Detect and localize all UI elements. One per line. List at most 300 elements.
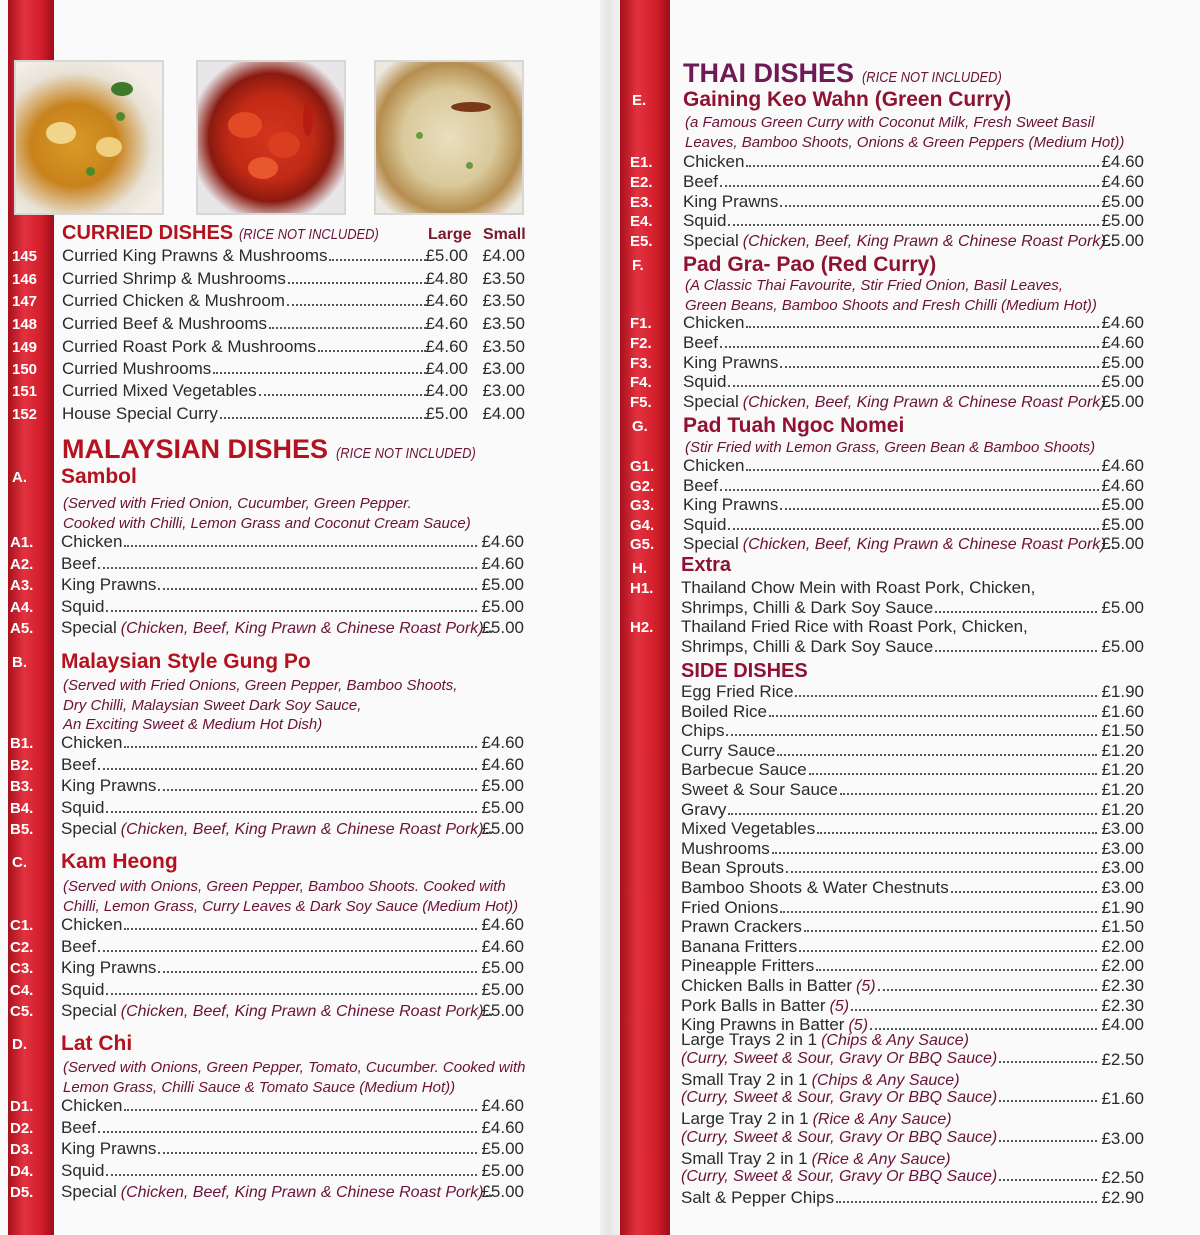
dot-leader — [780, 508, 1099, 510]
item-price: £1.20 — [1101, 740, 1144, 760]
item-name-line — [61, 776, 479, 796]
item-price: £3.00 — [1101, 819, 1144, 839]
menu-item-row — [0, 980, 600, 1002]
item-name-line — [61, 1118, 479, 1138]
item-price: £5.00 — [481, 797, 524, 817]
item-name: Chicken — [683, 456, 745, 475]
item-code: E5. — [630, 233, 653, 251]
item-name: Special — [683, 231, 739, 251]
item-name-line — [62, 269, 428, 289]
item-price: £1.20 — [1101, 760, 1144, 780]
item-number: 151 — [12, 383, 38, 400]
item-name-line — [62, 404, 428, 424]
item-price: £5.00 — [481, 575, 524, 594]
item-code: F5. — [630, 394, 652, 412]
menu-item-row — [0, 554, 600, 576]
item-price: £4.60 — [1101, 456, 1144, 475]
group-title: Gaining Keo Wahn (Green Curry) — [683, 88, 1012, 111]
item-name: Squid — [61, 979, 105, 999]
group-description: Dry Chilli, Malaysian Sweet Dark Soy Sauce, — [63, 696, 362, 714]
dot-leader — [816, 969, 1097, 971]
group-title: Kam Heong — [61, 850, 178, 873]
tray-name-line — [681, 1030, 969, 1050]
item-price-small: £4.00 — [482, 246, 525, 265]
item-name-line — [681, 858, 1099, 878]
dot-leader — [795, 695, 1097, 697]
item-name-line — [683, 353, 1101, 373]
item-name: King Prawns — [61, 776, 157, 795]
dot-leader — [817, 832, 1097, 834]
item-price-small: £3.50 — [482, 269, 525, 288]
item-name-line — [61, 1139, 479, 1159]
menu-item-row — [0, 1118, 600, 1140]
menu-item-row — [0, 246, 600, 268]
item-name: Beef — [61, 1117, 96, 1137]
item-detail: (Curry, Sweet & Sour, Gravy Or BBQ Sauce) — [681, 1089, 998, 1107]
item-name: Beef — [683, 171, 718, 191]
group-description: Chilli, Lemon Grass, Curry Leaves & Dark Soy Sauce (Medium Hot)) — [63, 897, 519, 915]
item-name-line — [683, 392, 1106, 412]
item-name: King Prawns — [61, 575, 157, 594]
item-price: £2.30 — [1101, 976, 1144, 995]
item-number: 149 — [12, 339, 38, 356]
menu-item-row — [0, 733, 600, 755]
menu-item-row — [0, 1001, 600, 1023]
item-name-line — [683, 495, 1101, 515]
dot-leader — [329, 259, 426, 261]
item-price: £5.00 — [1101, 372, 1144, 392]
item-code: F3. — [630, 354, 652, 372]
item-code: F4. — [630, 374, 652, 392]
item-name-line — [681, 976, 1099, 996]
item-name: Shrimps, Chilli & Dark Soy Sauce — [681, 637, 934, 656]
menu-item-row — [620, 211, 1200, 233]
menu-item-row — [0, 618, 600, 640]
item-code: E4. — [630, 213, 653, 231]
dot-leader — [720, 489, 1099, 491]
item-name-line — [681, 898, 1099, 918]
item-name-line — [681, 702, 1099, 722]
item-name: Beef — [683, 475, 718, 495]
item-price: £4.80 — [425, 269, 468, 288]
item-price-small: £3.00 — [482, 381, 525, 400]
item-name-line — [681, 741, 1099, 761]
dot-leader — [804, 930, 1097, 932]
item-name: Squid — [683, 514, 727, 534]
item-price: £5.00 — [481, 1139, 524, 1158]
item-name-line — [62, 337, 428, 357]
item-price: £4.60 — [481, 553, 524, 573]
menu-item-row — [620, 333, 1200, 355]
dot-leader — [746, 326, 1099, 328]
malaysian-dishes-heading — [62, 434, 498, 465]
item-name-line — [62, 246, 428, 266]
curried-note: (RICE NOT INCLUDED) — [238, 226, 379, 243]
dot-leader — [780, 911, 1097, 913]
item-name-line — [61, 1096, 479, 1116]
item-name: Banana Fritters — [681, 936, 798, 956]
item-price: £5.00 — [1101, 598, 1144, 617]
item-price: £1.60 — [1101, 701, 1144, 721]
menu-item-row — [0, 404, 600, 426]
group-description: (a Famous Green Curry with Coconut Milk, Fresh Sweet Basil — [685, 114, 1095, 131]
item-price: £4.00 — [1101, 1015, 1144, 1035]
group-letter: B. — [12, 654, 27, 671]
item-name: Salt & Pepper Chips — [681, 1188, 835, 1207]
item-name-line — [683, 152, 1101, 172]
item-name: Squid — [61, 1160, 105, 1180]
item-price: £4.60 — [481, 1117, 524, 1137]
dot-leader — [999, 1140, 1097, 1142]
dot-leader — [106, 610, 477, 612]
item-name: Chicken — [61, 915, 123, 934]
group-letter: E. — [632, 92, 647, 109]
menu-item-row — [0, 575, 600, 597]
dot-leader — [935, 611, 1097, 613]
menu-item-row — [0, 314, 600, 336]
item-name-line — [681, 839, 1099, 859]
menu-item-row — [620, 353, 1200, 375]
item-price: £5.00 — [481, 1182, 524, 1201]
dot-leader — [728, 224, 1099, 226]
dot-leader — [772, 852, 1097, 854]
item-code: D3. — [10, 1141, 34, 1158]
item-code: A2. — [10, 555, 34, 573]
dot-leader — [809, 773, 1097, 775]
menu-item-row — [620, 637, 1200, 659]
menu-item-row — [0, 359, 600, 381]
group-title: Sambol — [61, 465, 137, 488]
item-name: Beef — [683, 332, 718, 352]
item-name-line — [681, 598, 1099, 618]
malaysian-title: MALAYSIAN DISHES — [62, 434, 329, 464]
menu-item-row — [0, 776, 600, 798]
item-price: £1.90 — [1101, 897, 1144, 917]
item-name: Curried Chicken & Mushroom — [62, 291, 285, 310]
item-detail: (Chicken, Beef, King Prawn & Chinese Roast Pork) — [120, 821, 484, 838]
item-name: Large Trays 2 in 1 — [681, 1030, 818, 1049]
dot-leader — [106, 1174, 477, 1176]
group-description: An Exciting Sweet & Medium Hot Dish) — [63, 716, 323, 733]
item-price: £1.50 — [1101, 721, 1144, 741]
group-letter: D. — [12, 1036, 27, 1053]
item-price: £5.00 — [481, 979, 524, 999]
item-price: £4.00 — [425, 381, 468, 400]
dot-leader — [98, 950, 477, 952]
item-name: Chicken — [61, 733, 123, 752]
item-name: Thailand Fried Rice with Roast Pork, Chicken, — [681, 617, 1028, 636]
item-name: Large Tray 2 in 1 — [681, 1109, 809, 1129]
tray-name-line — [681, 1109, 952, 1129]
dot-leader — [213, 372, 426, 374]
item-name-line — [683, 211, 1101, 231]
item-number: 147 — [12, 293, 38, 310]
item-name: Chicken — [61, 1096, 123, 1115]
item-name: Prawn Crackers — [681, 917, 802, 937]
item-detail: (Rice & Any Sauce) — [812, 1111, 952, 1129]
menu-item-row — [620, 1129, 1200, 1151]
item-number: 150 — [12, 361, 38, 378]
item-code: G2. — [630, 477, 655, 495]
item-name-line — [681, 878, 1099, 898]
sweet-sour-dish-photo — [196, 60, 346, 215]
item-price: £2.50 — [1101, 1168, 1144, 1188]
right-menu-page — [620, 0, 1200, 1235]
group-letter: C. — [12, 854, 27, 871]
item-price: £4.60 — [1101, 475, 1144, 495]
item-name-line — [683, 172, 1101, 192]
item-name: King Prawns — [61, 958, 157, 977]
item-price: £5.00 — [481, 958, 524, 977]
dot-leader — [728, 385, 1099, 387]
item-name-line — [683, 456, 1101, 476]
dot-leader — [259, 394, 426, 396]
item-name-line — [61, 755, 479, 775]
item-code: C4. — [10, 981, 34, 999]
item-detail: (Curry, Sweet & Sour, Gravy Or BBQ Sauce) — [681, 1168, 998, 1186]
item-number: 152 — [12, 406, 38, 423]
dot-leader — [124, 1109, 477, 1111]
dot-leader — [720, 185, 1099, 187]
item-code: E1. — [630, 154, 653, 171]
item-name: Pork Balls in Batter — [681, 995, 826, 1015]
item-name-line — [683, 372, 1101, 392]
item-name: Chicken Balls in Batter — [681, 976, 853, 995]
dot-leader — [269, 327, 426, 329]
item-price: £5.00 — [1101, 637, 1144, 656]
item-name: Mixed Vegetables — [681, 819, 816, 839]
menu-item-row — [620, 192, 1200, 214]
item-detail: (5) — [856, 978, 876, 995]
side-dishes-heading: SIDE DISHES — [681, 660, 808, 682]
item-name-line — [61, 1161, 479, 1181]
menu-item-row — [0, 798, 600, 820]
item-price: £3.00 — [1101, 838, 1144, 858]
dot-leader — [106, 811, 477, 813]
item-name: Curried Beef & Mushrooms — [62, 314, 268, 333]
item-name-line — [62, 359, 428, 379]
group-title: Pad Tuah Ngoc Nomei — [683, 414, 905, 437]
item-name: Sweet & Sour Sauce — [681, 780, 838, 799]
item-code: B4. — [10, 799, 34, 817]
menu-item-row — [620, 392, 1200, 414]
item-code: E3. — [630, 193, 653, 211]
dot-leader — [124, 545, 477, 547]
menu-item-row — [620, 313, 1200, 335]
dot-leader — [158, 1152, 477, 1154]
group-letter: H. — [632, 560, 647, 577]
group-letter: A. — [12, 469, 27, 486]
item-name-line — [681, 682, 1099, 702]
item-name: King Prawns — [61, 1139, 157, 1158]
item-code: D5. — [10, 1184, 34, 1201]
item-name: Boiled Rice — [681, 701, 767, 721]
menu-item-row — [620, 1050, 1200, 1072]
dot-leader — [98, 1131, 477, 1133]
menu-item-row — [0, 269, 600, 291]
dot-leader — [799, 950, 1097, 952]
item-name: Curry Sauce — [681, 740, 776, 760]
item-code: F2. — [630, 334, 652, 352]
item-code: D2. — [10, 1119, 34, 1137]
item-name: Squid — [683, 211, 727, 231]
item-code: G5. — [630, 536, 655, 553]
item-name-line — [683, 192, 1101, 212]
item-name: Egg Fried Rice — [681, 682, 794, 701]
dot-leader — [951, 891, 1097, 893]
item-code: F1. — [630, 315, 652, 332]
dot-leader — [836, 1201, 1097, 1203]
group-title: Pad Gra- Pao (Red Curry) — [683, 253, 937, 276]
item-price: £4.60 — [481, 1096, 524, 1115]
group-description: (Stir Fried with Lemon Grass, Green Bean & Bamboo Shoots) — [685, 439, 1096, 456]
dot-leader — [780, 366, 1099, 368]
item-detail: (Chicken, Beef, King Prawn & Chinese Roast Pork) — [120, 620, 484, 637]
group-description: Green Beans, Bamboo Shoots and Fresh Chilli (Medium Hot)) — [685, 296, 1097, 314]
dot-leader — [288, 282, 426, 284]
dot-leader — [777, 754, 1097, 756]
item-price: £5.00 — [1101, 514, 1144, 534]
item-price-small: £3.50 — [482, 314, 525, 333]
item-price: £5.00 — [481, 1160, 524, 1180]
item-detail: (Chips & Any Sauce) — [821, 1032, 969, 1049]
item-name: Beef — [61, 553, 96, 573]
group-description: (Served with Onions, Green Pepper, Tomato, Cucumber. Cooked with — [63, 1059, 526, 1076]
menu-item-row — [0, 291, 600, 313]
item-price: £5.00 — [481, 596, 524, 616]
dot-leader — [98, 768, 477, 770]
item-code: C1. — [10, 917, 34, 934]
dot-leader — [851, 1009, 1097, 1011]
menu-item-row — [0, 1161, 600, 1183]
item-name-line — [61, 618, 484, 638]
group-description: (A Classic Thai Favourite, Stir Fried Onion, Basil Leaves, — [685, 277, 1063, 294]
item-price-small: £4.00 — [482, 404, 525, 423]
dot-leader — [220, 417, 426, 419]
dot-leader — [720, 346, 1099, 348]
item-detail: (Chicken, Beef, King Prawn & Chinese Roast Pork) — [742, 536, 1106, 553]
menu-item-row — [620, 1089, 1200, 1111]
item-name-line — [61, 915, 479, 935]
item-name-line — [61, 575, 479, 595]
item-code: C2. — [10, 938, 34, 956]
item-code: A4. — [10, 598, 34, 616]
item-name-line — [681, 1188, 1099, 1208]
item-name-line — [683, 476, 1101, 496]
dot-leader — [124, 928, 477, 930]
item-code: B3. — [10, 778, 34, 795]
item-price: £2.50 — [1101, 1049, 1144, 1069]
item-code: C5. — [10, 1003, 34, 1020]
item-price: £5.00 — [481, 618, 524, 637]
item-name: Special — [61, 819, 117, 838]
item-price: £5.00 — [1101, 211, 1144, 231]
item-price: £3.00 — [1101, 858, 1144, 878]
item-name-line — [683, 313, 1101, 333]
menu-item-row — [0, 755, 600, 777]
item-name-line — [62, 291, 428, 311]
group-description: Lemon Grass, Chilli Sauce & Tomato Sauce (Medium Hot)) — [63, 1078, 456, 1096]
menu-item-row — [620, 372, 1200, 394]
item-name-line — [681, 1168, 1099, 1186]
item-name-line — [62, 314, 428, 334]
dot-leader — [287, 304, 426, 306]
item-price: £5.00 — [1101, 392, 1144, 412]
item-price: £1.20 — [1101, 780, 1144, 799]
item-price: £4.60 — [425, 337, 468, 356]
item-price: £5.00 — [481, 776, 524, 795]
item-name-line — [683, 231, 1106, 251]
menu-item-row — [0, 532, 600, 554]
dot-leader — [769, 715, 1097, 717]
item-name: House Special Curry — [62, 404, 218, 423]
dot-leader — [786, 871, 1097, 873]
item-price: £2.30 — [1101, 995, 1144, 1015]
dot-leader — [726, 734, 1097, 736]
item-name: Chicken — [61, 532, 123, 551]
item-code: E2. — [630, 173, 653, 191]
item-name: Thailand Chow Mein with Roast Pork, Chicken, — [681, 578, 1036, 597]
item-price: £4.60 — [1101, 313, 1144, 332]
item-name-line — [681, 937, 1099, 957]
item-name-line — [681, 996, 1099, 1016]
item-price: £4.60 — [1101, 152, 1144, 171]
item-name-line — [683, 333, 1101, 353]
item-price: £4.60 — [1101, 171, 1144, 191]
dot-leader — [728, 528, 1099, 530]
item-price: £5.00 — [1101, 495, 1144, 514]
dot-leader — [999, 1179, 1097, 1181]
item-name: Gravy — [681, 799, 727, 819]
item-name: Squid — [683, 372, 727, 392]
item-price: £2.90 — [1101, 1188, 1144, 1207]
tray-name-line — [681, 1149, 951, 1169]
item-price: £1.20 — [1101, 799, 1144, 819]
item-price: £4.60 — [425, 291, 468, 310]
curried-title: CURRIED DISHES — [62, 222, 234, 244]
item-price: £4.60 — [481, 532, 524, 551]
item-price: £1.50 — [1101, 917, 1144, 937]
menu-item-row — [620, 231, 1200, 253]
dot-leader — [106, 993, 477, 995]
item-price: £5.00 — [1101, 534, 1144, 553]
item-name: Special — [61, 618, 117, 637]
item-name-line — [61, 958, 479, 978]
item-name-line — [681, 760, 1099, 780]
item-name: Chips — [681, 721, 725, 741]
item-price-small: £3.50 — [482, 291, 525, 310]
item-name: Curried Roast Pork & Mushrooms — [62, 337, 317, 356]
dot-leader — [878, 989, 1097, 991]
menu-item-row — [0, 597, 600, 619]
item-price: £5.00 — [1101, 191, 1144, 211]
item-name: King Prawns in Batter — [681, 1015, 845, 1035]
item-price: £1.60 — [1101, 1089, 1144, 1109]
menu-item-row — [0, 958, 600, 980]
item-code: H2. — [630, 619, 654, 636]
item-name: Fried Onions — [681, 897, 779, 917]
dot-leader — [158, 588, 477, 590]
item-name: Special — [61, 1001, 117, 1020]
group-description: (Served with Fried Onion, Cucumber, Green Pepper. — [63, 495, 412, 512]
dot-leader — [318, 350, 426, 352]
item-detail: (Curry, Sweet & Sour, Gravy Or BBQ Sauce) — [681, 1128, 998, 1146]
item-code: H1. — [630, 580, 654, 597]
item-name: Beef — [61, 754, 96, 774]
item-name-line — [681, 956, 1099, 976]
item-name-line — [681, 637, 1099, 657]
group-description: (Served with Onions, Green Pepper, Bamboo Shoots. Cooked with — [63, 878, 506, 895]
